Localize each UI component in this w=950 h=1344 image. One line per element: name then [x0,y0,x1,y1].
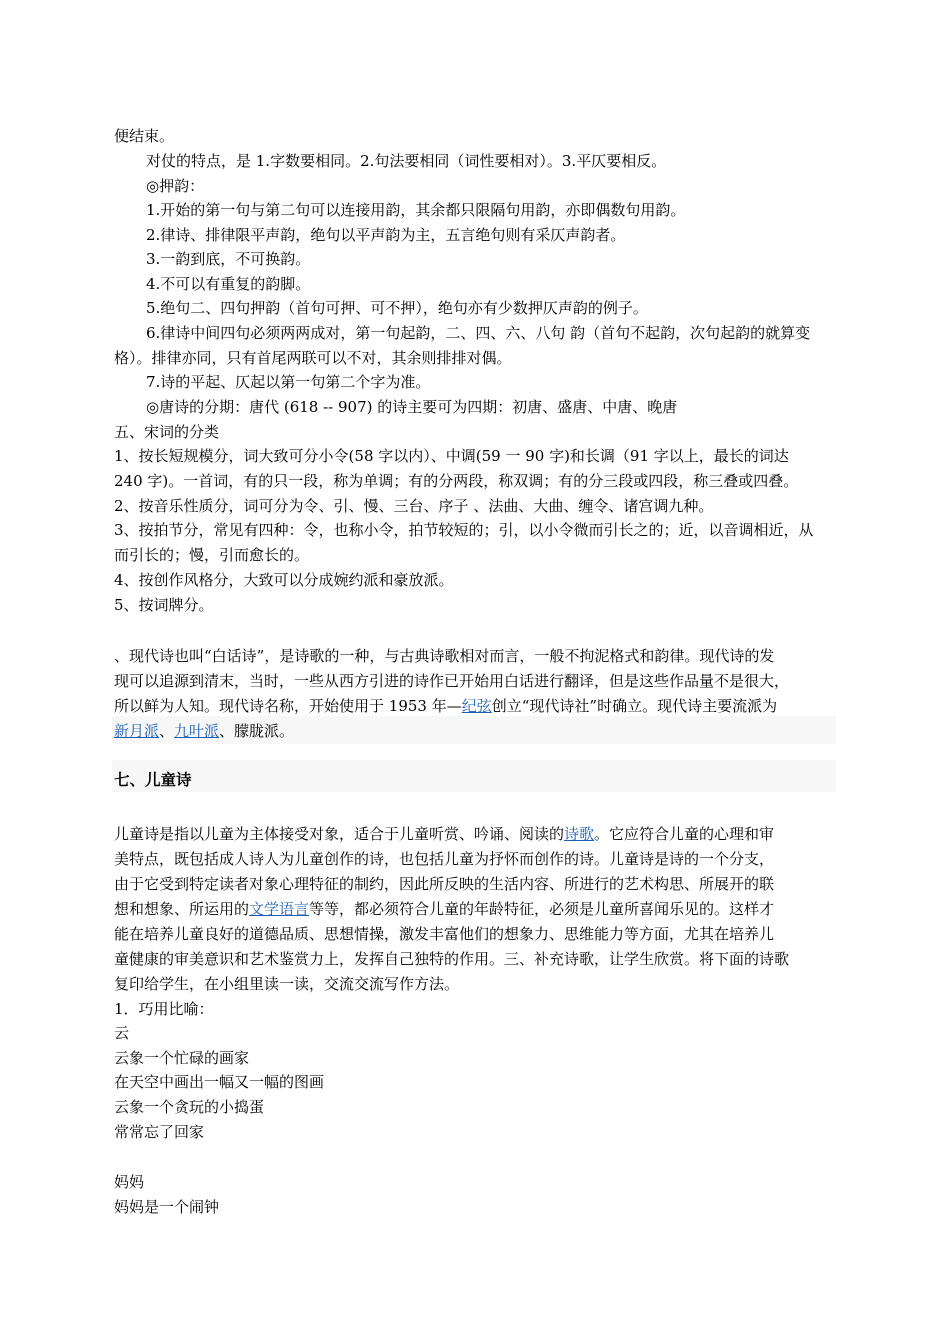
poem-line: 云象一个忙碌的画家 [114,1049,250,1067]
text-line: ◎唐诗的分期：唐代 (618 -- 907) 的诗主要可为四期：初唐、盛唐、中唐、晚唐 [146,398,678,416]
children-poetry-line: 能在培养儿童良好的道德品质、思想情操，激发丰富他们的想象力、思维能力等方面，尤其在培养儿 [114,925,775,943]
text-line: 4、按创作风格分，大致可以分成婉约派和豪放派。 [114,571,454,589]
text-line: 3、按拍节分，常见有四种：令，也称小令，拍节较短的；引，以小令微而引长之的；近，以音调相近，从 [114,521,814,539]
poem-section-label: 1．巧用比喻： [114,1000,214,1018]
text-line: 2.律诗、排律限平声韵，绝句以平声韵为主，五言绝句则有采仄声韵者。 [146,226,626,244]
poem-line: 在天空中画出一幅又一幅的图画 [114,1073,325,1091]
text-line: 对仗的特点，是 1.字数要相同。2.句法要相同（词性要相对）。3.平仄要相反。 [146,152,667,170]
text-fragment: 想和想象、所运用的 [114,900,250,918]
poem-title: 云 [114,1024,130,1042]
link-xinyue-school[interactable]: 新月派 [114,722,160,740]
text-line: 而引长的；慢，引而愈长的。 [114,546,310,564]
text-line: 便结束。 [114,127,175,145]
text-line: 6.律诗中间四句必须两两成对，第一句起韵，二、四、六、八句 韵（首句不起韵，次句起韵的就算变 [146,324,811,342]
heading-background [112,760,836,792]
text-line: 1.开始的第一句与第二句可以连接用韵，其余都只限隔句用韵，亦即偶数句用韵。 [146,201,686,219]
text-fragment: 儿童诗是指以儿童为主体接受对象，适合于儿童听赏、吟诵、阅读的 [114,825,565,843]
text-line: 格）。排律亦同，只有首尾两联可以不对，其余则排排对偶。 [114,349,512,367]
link-poetry[interactable]: 诗歌 [564,825,595,843]
children-poetry-line: 由于它受到特定读者对象心理特征的制约，因此所反映的生活内容、所进行的艺术构思、所展开的联 [114,875,775,893]
text-line: 3.一韵到底，不可换韵。 [146,250,311,268]
link-literary-language[interactable]: 文学语言 [249,900,310,918]
modern-poetry-line [114,721,294,741]
text-fragment: 。它应符合儿童的心理和审 [594,825,775,843]
modern-poetry-line [114,696,777,716]
children-poetry-line: 美特点，既包括成人诗人为儿童创作的诗，也包括儿童为抒怀而创作的诗。儿童诗是诗的一个分支， [114,850,775,868]
poem-line: 妈妈是一个闹钟 [114,1198,220,1216]
text-fragment: 等等，都必须符合儿童的年龄特征，必须是儿童所喜闻乐见的。这样才 [309,900,775,918]
text-fragment: 创立“现代诗社”时确立。现代诗主要流派为 [491,697,778,715]
text-fragment: 、 [159,722,175,740]
text-line: 240 字)。一首词，有的只一段，称为单调；有的分两段，称双调；有的分三段或四段，称三叠或四叠。 [114,472,799,490]
text-line: 1、按长短规模分，词大致可分小令(58 字以内）、中调(59 一 90 字)和长调（91 字以上，最长的词达 [114,447,789,465]
text-fragment: 所以鲜为人知。现代诗名称，开始使用于 1953 年— [114,697,462,715]
text-line: 7.诗的平起、仄起以第一句第二个字为准。 [146,373,431,391]
children-poetry-line [114,824,774,844]
section-heading: 五、宋词的分类 [114,423,220,441]
text-line: 5、按词牌分。 [114,596,214,614]
children-poetry-line [114,899,774,919]
section-7-heading: 七、儿童诗 [114,771,192,789]
text-line: 4.不可以有重复的韵脚。 [146,275,311,293]
link-jixian[interactable]: 纪弦 [461,697,492,715]
text-line: ◎押韵： [146,177,205,195]
poem-line: 常常忘了回家 [114,1123,205,1141]
children-poetry-line: 童健康的审美意识和艺术鉴赏力上，发挥自己独特的作用。三、补充诗歌，让学生欣赏。将下面的诗歌 [114,950,790,968]
text-line: 5.绝句二、四句押韵（首句可押、可不押），绝句亦有少数押仄声韵的例子。 [146,299,648,317]
text-line: 2、按音乐性质分，词可分为令、引、慢、三台、序子 、法曲、大曲、缠令、诸宫调九种。 [114,497,714,515]
modern-poetry-line: 现可以追源到清末，当时，一些从西方引进的诗作已开始用白话进行翻译，但是这些作品量不是很大， [114,672,790,690]
poem-title: 妈妈 [114,1173,145,1191]
link-jiuye-school[interactable]: 九叶派 [174,722,220,740]
text-fragment: 、朦胧派。 [219,722,295,740]
modern-poetry-line: 、现代诗也叫“白话诗”，是诗歌的一种，与古典诗歌相对而言，一般不拘泥格式和韵律。现代诗的发 [114,647,775,665]
children-poetry-line: 复印给学生，在小组里读一读，交流交流写作方法。 [114,975,460,993]
poem-line: 云象一个贪玩的小捣蛋 [114,1098,265,1116]
